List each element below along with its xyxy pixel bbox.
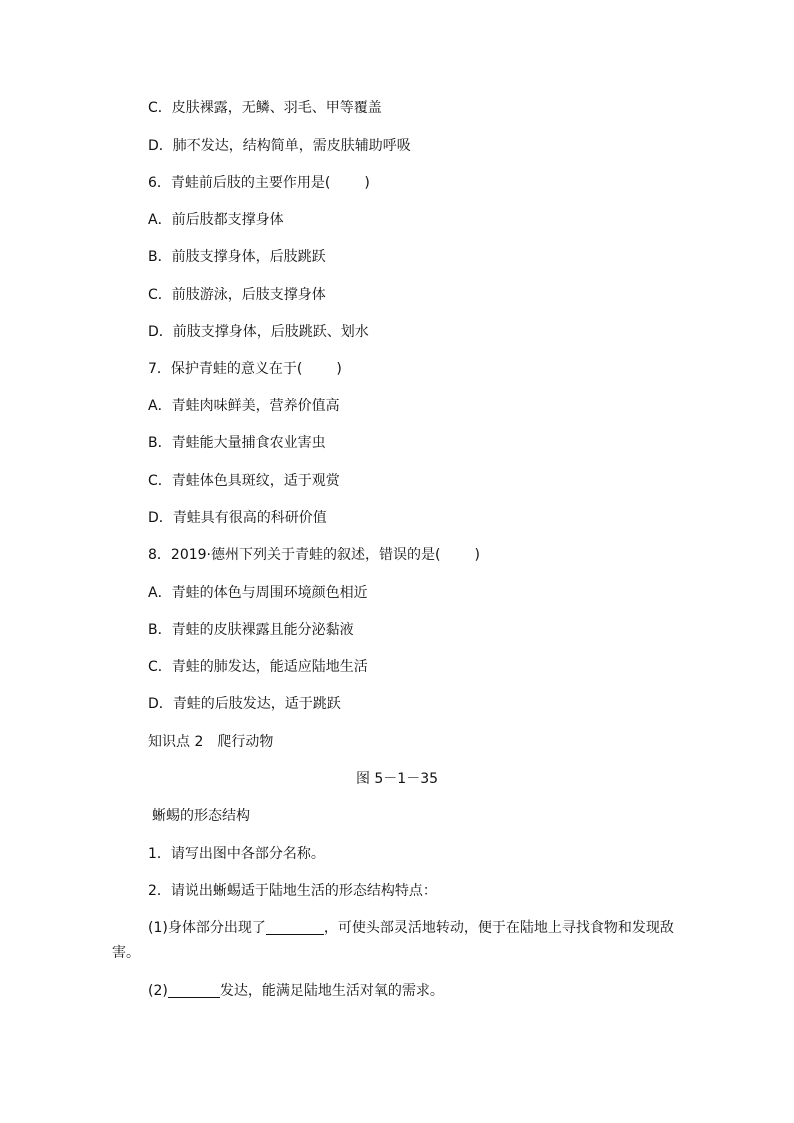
item-1-end: ，可使头部灵活地转动，便于在陆地上寻找食物和发现敌: [323, 920, 674, 936]
question-8-stem: 8．2019·德州下列关于青蛙的叙述，错误的是(: [148, 547, 441, 563]
question-7-stem: 7．保护青蛙的意义在于(: [148, 361, 303, 377]
prompt-2-item-1: [148, 918, 674, 938]
fill-in-blank[interactable]: [168, 983, 220, 998]
q6-option-a: A．前后肢都支撑身体: [148, 212, 284, 228]
subsection-title: 蜥蜴的形态结构: [152, 808, 250, 824]
question-8-close: ): [474, 547, 480, 563]
question-7: [148, 359, 342, 379]
question-6-close: ): [364, 175, 370, 191]
q5-option-d: D．肺不发达，结构简单，需皮肤辅助呼吸: [148, 138, 411, 154]
prompt-2: 2．请说出蜥蜴适于陆地生活的形态结构特点：: [148, 883, 437, 899]
figure-caption: 图 5－1－35: [355, 771, 439, 787]
question-6-stem: 6．青蛙前后肢的主要作用是(: [148, 175, 331, 191]
q7-option-d: D．青蛙具有很高的科研价值: [148, 510, 327, 526]
item-1-start: (1)身体部分出现了: [148, 920, 266, 936]
q8-option-d: D．青蛙的后肢发达，适于跳跃: [148, 696, 341, 712]
fill-in-blank[interactable]: [266, 920, 324, 935]
q8-option-b: B．青蛙的皮肤裸露且能分泌黏液: [148, 622, 354, 638]
prompt-2-item-1-wrap: 害。: [112, 945, 140, 961]
q7-option-a: A．青蛙肉味鲜美，营养价值高: [148, 398, 340, 414]
q7-option-b: B．青蛙能大量捕食农业害虫: [148, 435, 326, 451]
q7-option-c: C．青蛙体色具斑纹，适于观赏: [148, 473, 340, 489]
item-2-start: (2): [148, 983, 168, 999]
q8-option-c: C．青蛙的肺发达，能适应陆地生活: [148, 659, 368, 675]
q6-option-b: B．前肢支撑身体，后肢跳跃: [148, 249, 326, 265]
q5-option-c: C．皮肤裸露，无鳞、羽毛、甲等覆盖: [148, 100, 382, 116]
question-6: [148, 173, 370, 193]
section-heading: 知识点 2 爬行动物: [148, 734, 274, 750]
q6-option-d: D．前肢支撑身体，后肢跳跃、划水: [148, 324, 369, 340]
q6-option-c: C．前肢游泳，后肢支撑身体: [148, 287, 326, 303]
prompt-2-item-2: [148, 981, 444, 1001]
item-2-end: 发达，能满足陆地生活对氧的需求。: [219, 983, 444, 999]
question-7-close: ): [336, 361, 342, 377]
question-8: [148, 545, 480, 565]
prompt-1: 1．请写出图中各部分名称。: [148, 846, 325, 862]
q8-option-a: A．青蛙的体色与周围环境颜色相近: [148, 585, 368, 601]
